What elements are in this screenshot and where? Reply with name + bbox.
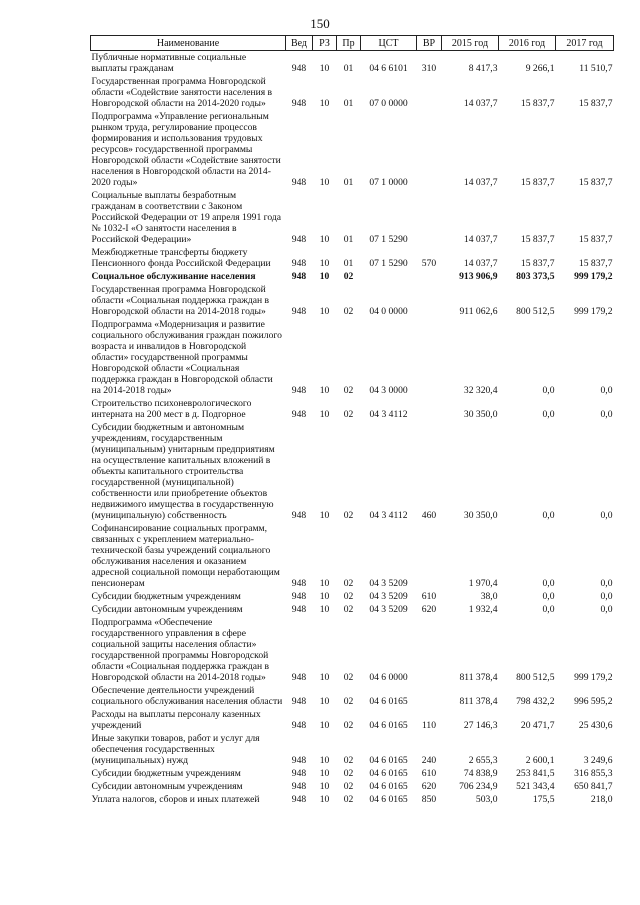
row-2017: 0,0	[600, 409, 613, 420]
row-ved: 948	[291, 578, 307, 589]
row-ved: 948	[291, 591, 307, 602]
header-ved: Вед	[286, 36, 313, 51]
row-cst: 04 3 0000	[369, 385, 408, 396]
row-2017: 999 179,2	[574, 306, 613, 317]
row-pr: 02	[343, 271, 354, 282]
row-pr: 01	[343, 234, 354, 245]
row-2017: 0,0	[600, 578, 613, 589]
row-rz: 10	[319, 794, 330, 805]
row-vr	[417, 684, 442, 708]
table-row	[91, 189, 614, 246]
row-rz: 10	[319, 510, 330, 521]
row-2017: 15 837,7	[578, 177, 613, 188]
table-row	[91, 51, 614, 76]
row-2017: 15 837,7	[578, 234, 613, 245]
header-name: Наименование	[91, 36, 286, 51]
row-rz: 10	[319, 696, 330, 707]
row-name: Публичные нормативные социальные выплаты гражданам	[91, 52, 247, 74]
row-name: Расходы на выплаты персоналу казенных учреждений	[91, 709, 261, 731]
row-2015: 1 970,4	[468, 578, 498, 589]
table-row	[91, 732, 614, 767]
row-cst: 07 0 0000	[369, 98, 408, 109]
row-2016: 15 837,7	[520, 234, 555, 245]
table-row	[91, 590, 614, 603]
row-2016: 0,0	[542, 578, 555, 589]
row-vr	[417, 616, 442, 684]
row-vr	[417, 522, 442, 590]
row-ved: 948	[291, 720, 307, 731]
row-2015: 14 037,7	[463, 177, 498, 188]
row-name: Социальное обслуживание населения	[91, 271, 256, 282]
row-vr: 610	[421, 591, 437, 602]
row-name: Субсидии бюджетным учреждениям	[91, 768, 241, 779]
row-vr: 310	[421, 63, 437, 74]
table-row	[91, 708, 614, 732]
row-pr: 01	[343, 177, 354, 188]
row-vr: 620	[421, 781, 437, 792]
row-ved: 948	[291, 781, 307, 792]
table-header	[91, 36, 614, 51]
table-row	[91, 603, 614, 616]
row-rz: 10	[319, 781, 330, 792]
row-cst: 04 3 4112	[369, 510, 408, 521]
row-rz: 10	[319, 98, 330, 109]
row-2017: 999 179,2	[574, 672, 613, 683]
row-name: Субсидии бюджетным и автономным учреждениям, государственным (муниципальным) унитарным предприятиям на осуществление капитальных вложений в объекты капитального строительства государственной (муниципальной) собственности или приобретение объектов недвижимого имущества в государственную (муниципальную) собственность	[91, 422, 275, 521]
row-2017: 0,0	[600, 385, 613, 396]
row-vr	[417, 318, 442, 397]
row-vr: 620	[421, 604, 437, 615]
header-rz: РЗ	[313, 36, 337, 51]
row-vr	[417, 270, 442, 283]
row-2016: 15 837,7	[520, 98, 555, 109]
table-row	[91, 522, 614, 590]
row-pr: 02	[343, 720, 354, 731]
table-row	[91, 318, 614, 397]
table-row	[91, 767, 614, 780]
header-vr: ВР	[417, 36, 442, 51]
row-cst: 07 1 0000	[369, 177, 408, 188]
table-body	[91, 51, 614, 807]
row-2015: 8 417,3	[468, 63, 498, 74]
row-vr	[417, 283, 442, 318]
row-cst: 04 3 5209	[369, 578, 408, 589]
row-pr: 02	[343, 672, 354, 683]
row-vr: 110	[421, 720, 437, 731]
row-pr: 02	[343, 306, 354, 317]
row-rz: 10	[319, 720, 330, 731]
row-pr: 02	[343, 755, 354, 766]
row-cst: 04 6 0165	[369, 720, 408, 731]
row-vr	[417, 397, 442, 421]
row-2017: 0,0	[600, 604, 613, 615]
row-2016: 0,0	[542, 409, 555, 420]
row-rz: 10	[319, 578, 330, 589]
row-2017: 3 249,6	[583, 755, 613, 766]
row-cst: 04 6 0165	[369, 755, 408, 766]
page-number: 150	[310, 16, 330, 31]
row-2015: 1 932,4	[468, 604, 498, 615]
table-row	[91, 283, 614, 318]
row-2017: 15 837,7	[578, 258, 613, 269]
row-pr: 02	[343, 510, 354, 521]
row-2017: 999 179,2	[574, 271, 613, 282]
row-pr: 01	[343, 63, 354, 74]
row-ved: 948	[291, 755, 307, 766]
row-vr: 460	[421, 510, 437, 521]
row-2015: 27 146,3	[463, 720, 498, 731]
row-2017: 996 595,2	[574, 696, 613, 707]
row-pr: 02	[343, 591, 354, 602]
row-name: Государственная программа Новгородской области «Содействие занятости населения в Новгородской области на 2014-2020 годы»	[91, 76, 273, 109]
row-2016: 800 512,5	[516, 672, 555, 683]
row-rz: 10	[319, 385, 330, 396]
row-2015: 706 234,9	[459, 781, 498, 792]
row-ved: 948	[291, 63, 307, 74]
row-2015: 911 062,6	[459, 306, 498, 317]
row-rz: 10	[319, 755, 330, 766]
row-vr: 240	[421, 755, 437, 766]
row-2016: 0,0	[542, 591, 555, 602]
row-rz: 10	[319, 591, 330, 602]
row-name: Субсидии автономным учреждениям	[91, 781, 243, 792]
table-row	[91, 75, 614, 110]
budget-table	[90, 35, 614, 806]
row-2015: 2 655,3	[468, 755, 498, 766]
row-2015: 32 320,4	[463, 385, 498, 396]
row-2016: 15 837,7	[520, 177, 555, 188]
row-2016: 0,0	[542, 604, 555, 615]
row-2017: 316 855,3	[574, 768, 613, 779]
row-name: Подпрограмма «Управление региональным рынком труда, регулирование процессов формирования и использования трудовых ресурсов» государственной программы Новгородской области «Содействие занятости населения в Новгородской области на 2014-2020 годы»	[91, 111, 281, 188]
row-cst: 07 1 5290	[369, 234, 408, 245]
row-vr	[417, 189, 442, 246]
header-2016: 2016 год	[499, 36, 556, 51]
row-rz: 10	[319, 672, 330, 683]
row-pr: 01	[343, 98, 354, 109]
row-2017: 11 510,7	[579, 63, 613, 74]
row-ved: 948	[291, 510, 307, 521]
row-pr: 02	[343, 768, 354, 779]
table-row	[91, 270, 614, 283]
row-2016: 798 432,2	[516, 696, 555, 707]
row-2015: 38,0	[480, 591, 498, 602]
row-cst: 04 3 4112	[369, 409, 408, 420]
row-2015: 14 037,7	[463, 258, 498, 269]
row-2015: 14 037,7	[463, 98, 498, 109]
row-cst: 04 3 5209	[369, 604, 408, 615]
table-row	[91, 780, 614, 793]
row-2017: 218,0	[590, 794, 613, 805]
row-ved: 948	[291, 306, 307, 317]
row-2016: 521 343,4	[516, 781, 555, 792]
row-2015: 30 350,0	[463, 409, 498, 420]
row-vr: 570	[421, 258, 437, 269]
row-pr: 02	[343, 794, 354, 805]
row-name: Социальные выплаты безработным гражданам в соответствии с Законом Российской Федерации от 19 апреля 1991 года № 1032-I «О занятости населения в Российской Федерации»	[91, 190, 281, 245]
row-2015: 30 350,0	[463, 510, 498, 521]
row-ved: 948	[291, 768, 307, 779]
row-rz: 10	[319, 409, 330, 420]
header-2017: 2017 год	[556, 36, 614, 51]
header-cst: ЦСТ	[361, 36, 417, 51]
row-vr	[417, 75, 442, 110]
row-2017: 25 430,6	[578, 720, 613, 731]
row-name: Субсидии автономным учреждениям	[91, 604, 243, 615]
row-pr: 02	[343, 696, 354, 707]
table-row	[91, 421, 614, 522]
row-rz: 10	[319, 177, 330, 188]
row-2015: 811 378,4	[459, 696, 498, 707]
row-cst: 07 1 5290	[369, 258, 408, 269]
row-vr: 850	[421, 794, 437, 805]
row-rz: 10	[319, 306, 330, 317]
row-2016: 20 471,7	[520, 720, 555, 731]
row-ved: 948	[291, 177, 307, 188]
row-pr: 01	[343, 258, 354, 269]
row-2016: 800 512,5	[516, 306, 555, 317]
row-vr	[417, 110, 442, 189]
row-pr: 02	[343, 604, 354, 615]
row-name: Софинансирование социальных программ, связанных с укреплением материально-технической базы учреждений социального обслуживания населения и оказанием адресной социальной помощи неработающим пенсионерам	[91, 523, 280, 589]
row-2015: 913 906,9	[459, 271, 498, 282]
row-name: Подпрограмма «Модернизация и развитие социального обслуживания граждан пожилого возраста и инвалидов в Новгородской области» государственной программы Новгородской области «Социальная поддержка граждан в Новгородской области на 2014-2018 годы»	[91, 319, 282, 396]
row-cst: 04 6 0000	[369, 672, 408, 683]
row-ved: 948	[291, 604, 307, 615]
row-cst: 04 0 0000	[369, 306, 408, 317]
row-pr: 02	[343, 781, 354, 792]
row-name: Иные закупки товаров, работ и услуг для обеспечения государственных (муниципальных) нужд	[91, 733, 260, 766]
row-2015: 14 037,7	[463, 234, 498, 245]
row-2017: 0,0	[600, 591, 613, 602]
row-2016: 0,0	[542, 385, 555, 396]
row-ved: 948	[291, 794, 307, 805]
row-ved: 948	[291, 696, 307, 707]
row-name: Уплата налогов, сборов и иных платежей	[91, 794, 260, 805]
row-name: Обеспечение деятельности учреждений социального обслуживания населения области	[91, 685, 283, 707]
header-2015: 2015 год	[442, 36, 499, 51]
row-pr: 02	[343, 578, 354, 589]
row-name: Подпрограмма «Обеспечение государственного управления в сфере социальной защиты населения области» государственной программы Новгородской области «Социальная поддержка граждан в Новгородской области на 2014-2018 годы»	[91, 617, 270, 683]
row-cst: 04 6 0165	[369, 794, 408, 805]
row-2016: 0,0	[542, 510, 555, 521]
table-row	[91, 684, 614, 708]
row-2017: 0,0	[600, 510, 613, 521]
row-ved: 948	[291, 234, 307, 245]
table-row	[91, 793, 614, 806]
row-2017: 15 837,7	[578, 98, 613, 109]
header-row	[91, 36, 614, 51]
row-rz: 10	[319, 234, 330, 245]
row-ved: 948	[291, 271, 307, 282]
row-rz: 10	[319, 604, 330, 615]
row-2016: 175,5	[532, 794, 555, 805]
row-2017: 650 841,7	[574, 781, 613, 792]
row-cst: 04 6 0165	[369, 781, 408, 792]
row-name: Субсидии бюджетным учреждениям	[91, 591, 241, 602]
row-ved: 948	[291, 258, 307, 269]
row-ved: 948	[291, 98, 307, 109]
row-2016: 9 266,1	[525, 63, 555, 74]
row-2015: 503,0	[475, 794, 498, 805]
row-name: Строительство психоневрологического интерната на 200 мест в д. Подгорное	[91, 398, 252, 420]
table-row	[91, 616, 614, 684]
row-2015: 811 378,4	[459, 672, 498, 683]
row-2016: 15 837,7	[520, 258, 555, 269]
row-ved: 948	[291, 672, 307, 683]
row-ved: 948	[291, 385, 307, 396]
row-cst: 04 6 0165	[369, 696, 408, 707]
row-name: Межбюджетные трансферты бюджету Пенсионного фонда Российской Федерации	[91, 247, 271, 269]
table-row	[91, 397, 614, 421]
row-rz: 10	[319, 271, 330, 282]
row-ved: 948	[291, 409, 307, 420]
row-pr: 02	[343, 385, 354, 396]
row-2016: 2 600,1	[525, 755, 555, 766]
row-vr: 610	[421, 768, 437, 779]
row-cst: 04 3 5209	[369, 591, 408, 602]
row-name: Государственная программа Новгородской области «Социальная поддержка граждан в Новгородской области на 2014-2018 годы»	[91, 284, 270, 317]
row-cst: 04 6 6101	[369, 63, 408, 74]
row-2015: 74 838,9	[463, 768, 498, 779]
row-rz: 10	[319, 63, 330, 74]
row-rz: 10	[319, 258, 330, 269]
header-pr: Пр	[337, 36, 361, 51]
row-rz: 10	[319, 768, 330, 779]
row-cst: 04 6 0165	[369, 768, 408, 779]
table-row	[91, 110, 614, 189]
table-row	[91, 246, 614, 270]
row-pr: 02	[343, 409, 354, 420]
row-2016: 253 841,5	[516, 768, 555, 779]
row-cst	[361, 270, 417, 283]
row-2016: 803 373,5	[516, 271, 555, 282]
